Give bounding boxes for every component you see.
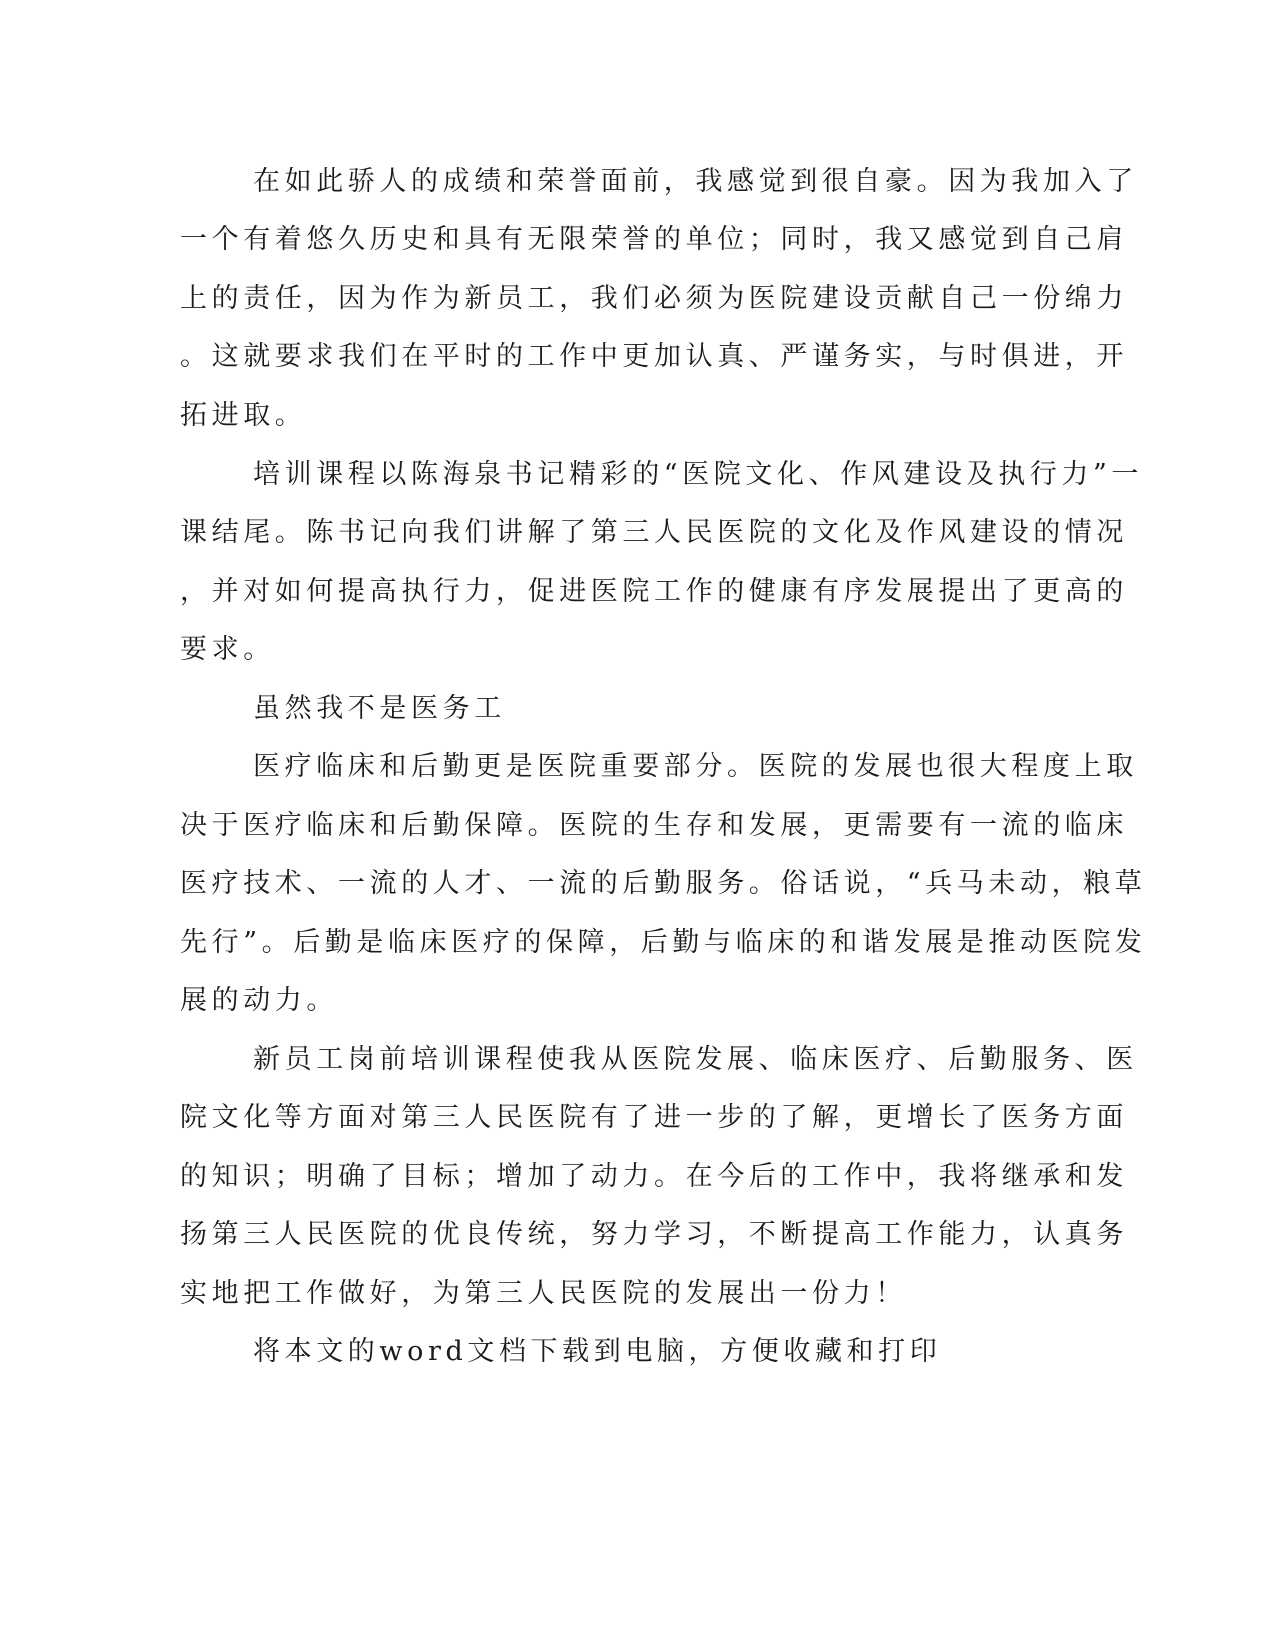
paragraph-5-line-2: 院文化等方面对第三人民医院有了进一步的了解，更增长了医务方面 (180, 1102, 1128, 1133)
paragraph-1-line-4: 。这就要求我们在平时的工作中更加认真、严谨务实，与时俱进，开 (180, 341, 1128, 372)
paragraph-1-line-3: 上的责任，因为作为新员工，我们必须为医院建设贡献自己一份绵力 (180, 283, 1128, 314)
paragraph-2-line-3: ，并对如何提高执行力，促进医院工作的健康有序发展提出了更高的 (180, 576, 1128, 607)
paragraph-1-line-5: 拓进取。 (180, 400, 307, 431)
download-note: 将本文的word文档下载到电脑，方便收藏和打印 (253, 1336, 942, 1367)
paragraph-4-line-1: 医疗临床和后勤更是医院重要部分。医院的发展也很大程度上取 (253, 751, 1138, 782)
paragraph-5-line-3: 的知识；明确了目标；增加了动力。在今后的工作中，我将继承和发 (180, 1161, 1128, 1192)
paragraph-3-line-1: 虽然我不是医务工 (253, 693, 506, 724)
paragraph-4-line-4: 先行”。后勤是临床医疗的保障，后勤与临床的和谐发展是推动医院发 (180, 927, 1147, 958)
paragraph-4-line-3: 医疗技术、一流的人才、一流的后勤服务。俗话说，“兵马未动，粮草 (180, 868, 1147, 899)
paragraph-1-line-2: 一个有着悠久历史和具有无限荣誉的单位；同时，我又感觉到自己肩 (180, 224, 1128, 255)
paragraph-5-line-1: 新员工岗前培训课程使我从医院发展、临床医疗、后勤服务、医 (253, 1044, 1138, 1075)
paragraph-2-line-1: 培训课程以陈海泉书记精彩的“医院文化、作风建设及执行力”一 (253, 459, 1144, 490)
paragraph-5-line-5: 实地把工作做好，为第三人民医院的发展出一份力！ (180, 1278, 907, 1309)
paragraph-4-line-5: 展的动力。 (180, 985, 338, 1016)
paragraph-4-line-2: 决于医疗临床和后勤保障。医院的生存和发展，更需要有一流的临床 (180, 810, 1128, 841)
paragraph-2-line-4: 要求。 (180, 634, 275, 665)
paragraph-2-line-2: 课结尾。陈书记向我们讲解了第三人民医院的文化及作风建设的情况 (180, 517, 1128, 548)
paragraph-5-line-4: 扬第三人民医院的优良传统，努力学习，不断提高工作能力，认真务 (180, 1219, 1128, 1250)
paragraph-1-line-1: 在如此骄人的成绩和荣誉面前，我感觉到很自豪。因为我加入了 (253, 166, 1138, 197)
